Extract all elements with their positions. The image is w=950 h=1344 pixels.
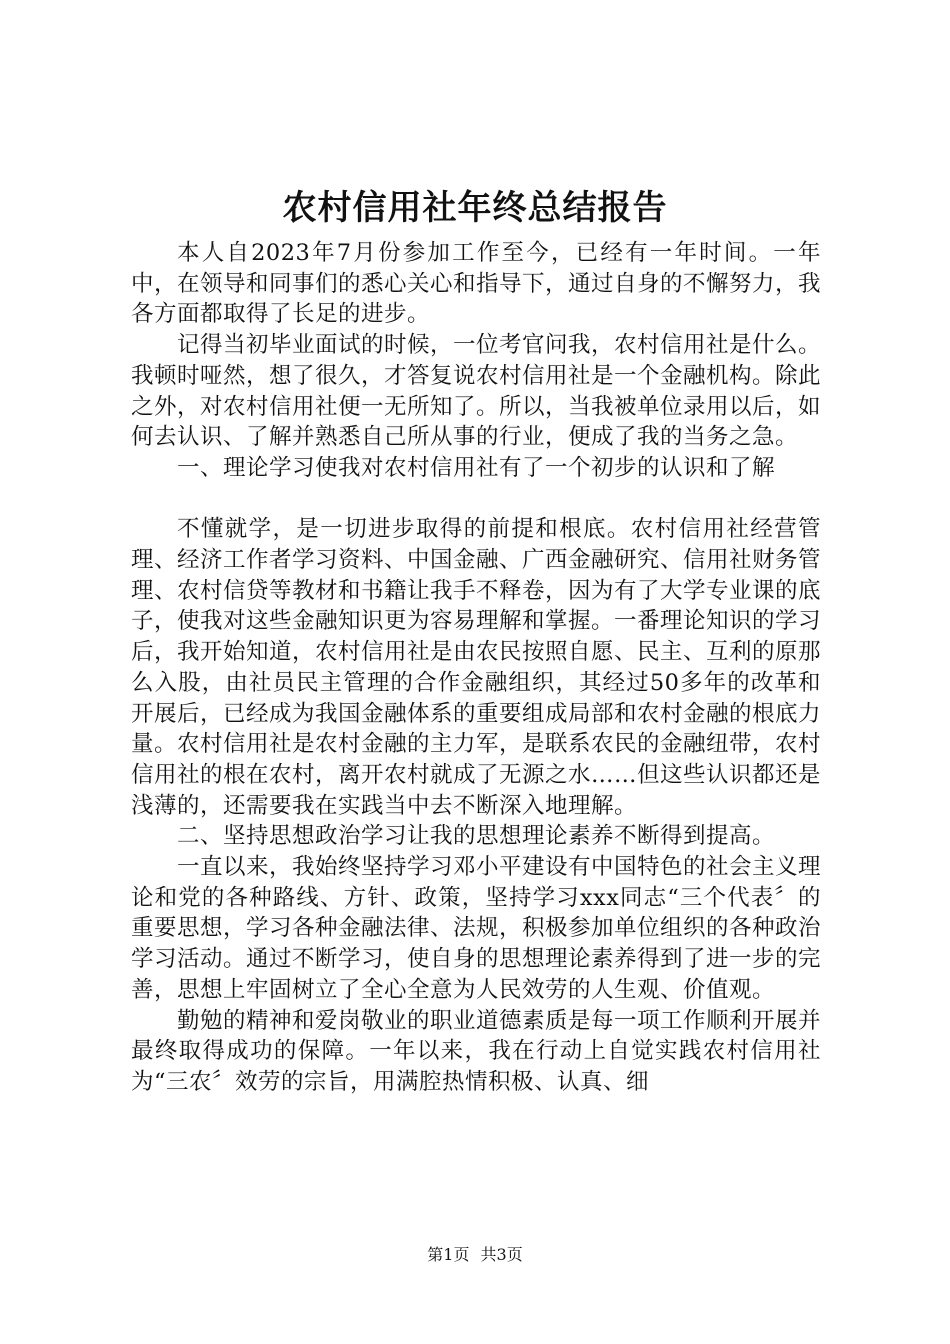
paragraph-work-ethic: 勤勉的精神和爱岗敬业的职业道德素质是每一项工作顺利开展并最终取得成功的保障。一年以来，我在行动上自觉实践农村信用社为“三农〞效劳的宗旨，用满腔热情积极、认真、细 xyxy=(131,1007,822,1095)
document-body xyxy=(131,238,821,1098)
paragraph-political-study: 一直以来，我始终坚持学习邓小平建设有中国特色的社会主义理论和党的各种路线、方针、政策，坚持学习xxx同志“三个代表〞的重要思想，学习各种金融法律、法规，积极参加单位组织的各种政治学习活动。通过不断学习，使自身的思想理论素养得到了进一步的完善，思想上牢固树立了全心全意为人民效劳的人生观、价值观。 xyxy=(131,854,822,1003)
page-footer xyxy=(0,1245,950,1265)
section-heading-political: 二、坚持思想政治学习让我的思想理论素养不断得到提高。 xyxy=(177,823,776,850)
paragraph-interview: 记得当初毕业面试的时候，一位考官问我，农村信用社是什么。我顿时哑然，想了很久，才答复说农村信用社是一个金融机构。除此之外，对农村信用社便一无所知了。所以，当我被单位录用以后，如何去认识、了解并熟悉自己所从事的行业，便成了我的当务之急。 xyxy=(131,332,822,451)
page-number: 第1页 xyxy=(427,1245,470,1264)
paragraph-intro: 本人自2023年7月份参加工作至今，已经有一年时间。一年中，在领导和同事们的悉心关心和指导下，通过自身的不懈努力，我各方面都取得了长足的进步。 xyxy=(131,240,822,328)
section-heading-theory: 一、理论学习使我对农村信用社有了一个初步的认识和了解 xyxy=(177,454,776,481)
page-total: 共3页 xyxy=(480,1245,523,1264)
document-title: 农村信用社年终总结报告 xyxy=(282,188,668,228)
paragraph-theory-study: 不懂就学，是一切进步取得的前提和根底。农村信用社经营管理、经济工作者学习资料、中国金融、广西金融研究、信用社财务管理、农村信贷等教材和书籍让我手不释卷，因为有了大学专业课的底子，使我对这些金融知识更为容易理解和掌握。一番理论知识的学习后，我开始知道，农村信用社是由农民按照自愿、民主、互利的原那么入股，由社员民主管理的合作金融组织，其经过50多年的改革和开展后，已经成为我国金融体系的重要组成局部和农村金融的根底力量。农村信用社是农村金融的主力军，是联系农民的金融纽带，农村信用社的根在农村，离开农村就成了无源之水……但这些认识都还是浅薄的，还需要我在实践当中去不断深入地理解。 xyxy=(131,516,822,819)
